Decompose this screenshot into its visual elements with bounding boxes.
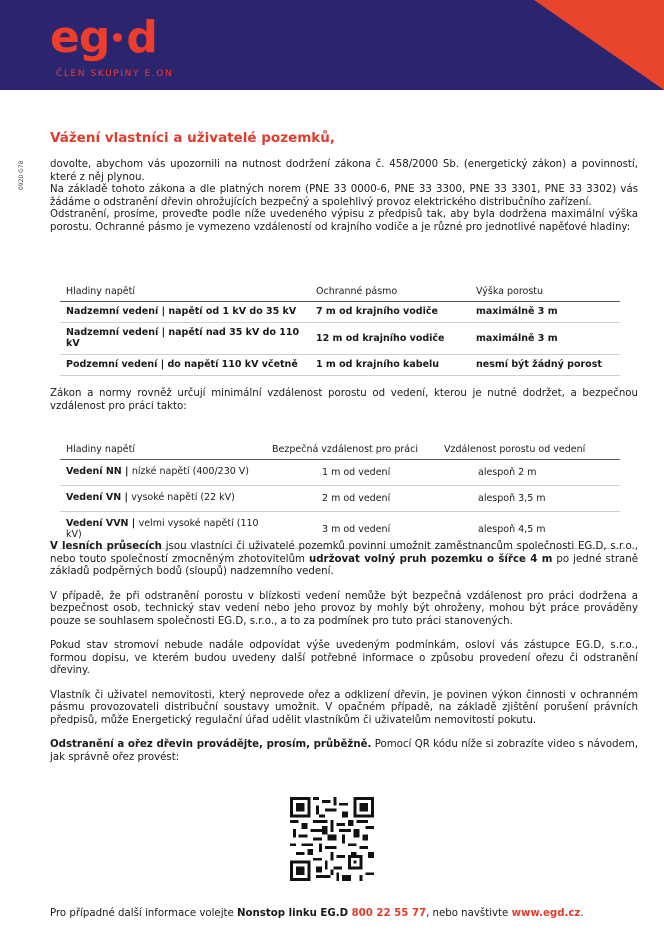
logo-dot-icon: [113, 33, 122, 42]
table-cell: Vedení VVN | velmi vysoké napětí (110 kV): [60, 512, 266, 549]
table-header-cell: Bezpečná vzdálenost pro práci: [266, 441, 438, 460]
table-cell: Vedení NN | nízké napětí (400/230 V): [60, 460, 266, 486]
paragraph-removal: Odstranění, prosíme, proveďte podle níže uvedeného výpisu z předpisů tak, aby byla dodržena maximální výška porostu. Ochranné pásmo je vymezeno vzdáleností od krajního vodiče a je různé pro jednotlivé napěťové hladiny:: [50, 209, 638, 233]
table-row: [60, 302, 620, 323]
safe-distance-table: [60, 441, 620, 549]
table-row: [60, 323, 620, 355]
paragraph-penalty: Vlastník či uživatel nemovitosti, který neprovede ořez a odklizení dřevin, je povinen výkon činnosti v ochranném pásmu provozovateli distribuční soustavy umožnit. V opačném případě, na základě zjištění porušení právních předpisů, může Energetický regulační úřad udělit vlastníkům či uživatelům nemovitostí pokutu.: [50, 689, 638, 726]
paragraph-distances: Zákon a normy rovněž určují minimální vzdálenost porostu od vedení, kterou je nutné dodržet, a bezpečnou vzdálenost pro práci takto:: [50, 388, 638, 412]
page-footer: Pro případné další informace volejte Nonstop linku EG.D 800 22 55 77, nebo navštivte www.egd.cz.: [50, 908, 584, 919]
table-cell: Vedení VN | vysoké napětí (22 kV): [60, 486, 266, 512]
table-cell: 7 m od krajního vodiče: [310, 302, 470, 323]
table-cell: 3 m od vedení: [266, 512, 438, 549]
table-cell: alespoň 2 m: [438, 460, 620, 486]
table-cell: 1 m od vedení: [266, 460, 438, 486]
table-header-row: [60, 441, 620, 460]
header-accent-shape: [534, 0, 664, 90]
table-header-cell: Hladiny napětí: [60, 283, 310, 302]
table-cell: Nadzemní vedení | napětí od 1 kV do 35 kV: [60, 302, 310, 323]
table-cell: Podzemní vedení | do napětí 110 kV včetně: [60, 355, 310, 376]
website-link[interactable]: www.egd.cz: [511, 908, 581, 919]
paragraph-trees: Pokud stav stromoví nebude nadále odpovídat výše uvedeným podmínkám, osloví vás zástupce EG.D, s.r.o., formou dopisu, ve kterém budou uvedeny další potřebné informace o způsobu provedení ořezu či odstranění dřeviny.: [50, 640, 638, 676]
paragraph-qr-instruction: Odstranění a ořez dřevin provádějte, prosím, průběžně. Pomocí QR kódu níže si zobrazíte video s návodem, jak správně ořez provést:: [50, 739, 638, 763]
egd-logo: eg d: [50, 12, 157, 63]
table-cell: alespoň 4,5 m: [438, 512, 620, 549]
protection-zone-table: [60, 283, 620, 376]
table-row: [60, 460, 620, 486]
side-code-wrap: [18, 150, 28, 190]
table-cell: maximálně 3 m: [470, 302, 620, 323]
paragraph-distances-block: [50, 388, 638, 413]
nonstop-phone-link[interactable]: 800 22 55 77: [351, 908, 427, 919]
table-header-cell: Hladiny napětí: [60, 441, 266, 460]
document-code: 0920 G78: [18, 160, 25, 190]
table-row: [60, 486, 620, 512]
paragraphs-lower: [50, 541, 638, 764]
table-cell: 12 m od krajního vodiče: [310, 323, 470, 355]
table-row: [60, 355, 620, 376]
paragraph-norms: Na základě tohoto zákona a dle platných norem (PNE 33 0000-6, PNE 33 3300, PNE 33 3301, PNE 33 3302) vás žádáme o odstranění dřevin ohrožujících bezpečný a spolehlivý provoz elektrického distribučního zařízení.: [50, 184, 638, 208]
table-header-cell: Ochranné pásmo: [310, 283, 470, 302]
table-header-row: [60, 283, 620, 302]
paragraph-forest: V lesních průsecích jsou vlastníci či uživatelé pozemků povinni umožnit zaměstnancům společnosti EG.D, s.r.o., nebo touto společností zmocněným zhotovitelům udržovat volný pruh pozemku o šířce 4 m po jedné straně základů podpěrných bodů (sloupů) nadzemního vedení.: [50, 541, 638, 577]
table-cell: maximálně 3 m: [470, 323, 620, 355]
letter-title: Vážení vlastníci a uživatelé pozemků,: [50, 130, 336, 146]
paragraph-safety: V případě, že při odstranění porostu v blízkosti vedení nemůže být bezpečná vzdálenost pro práci dodržena a bezpečnost osob, technický stav vedení nebo jeho provoz by mohly být ohroženy, mohou být práce prováděny pouze se souhlasem společnosti EG.D, s.r.o., a to za podmínek pro tuto práci stanovených.: [50, 590, 638, 627]
page-header: [0, 0, 664, 90]
table-cell: 1 m od krajního kabelu: [310, 355, 470, 376]
qr-code-icon[interactable]: [290, 797, 374, 881]
table-cell: alespoň 3,5 m: [438, 486, 620, 512]
table-cell: Nadzemní vedení | napětí nad 35 kV do 110 kV: [60, 323, 310, 355]
paragraph-intro: dovolte, abychom vás upozornili na nutnost dodržení zákona č. 458/2000 Sb. (energetický zákon) a povinností, které z něj plynou.: [50, 159, 638, 183]
logo-subtitle: ČLEN SKUPINY E.ON: [56, 69, 174, 79]
table-header-cell: Vzdálenost porostu od vedení: [438, 441, 620, 460]
table-cell: nesmí být žádný porost: [470, 355, 620, 376]
table-cell: 2 m od vedení: [266, 486, 438, 512]
letter-content: [50, 130, 638, 234]
table-header-cell: Výška porostu: [470, 283, 620, 302]
